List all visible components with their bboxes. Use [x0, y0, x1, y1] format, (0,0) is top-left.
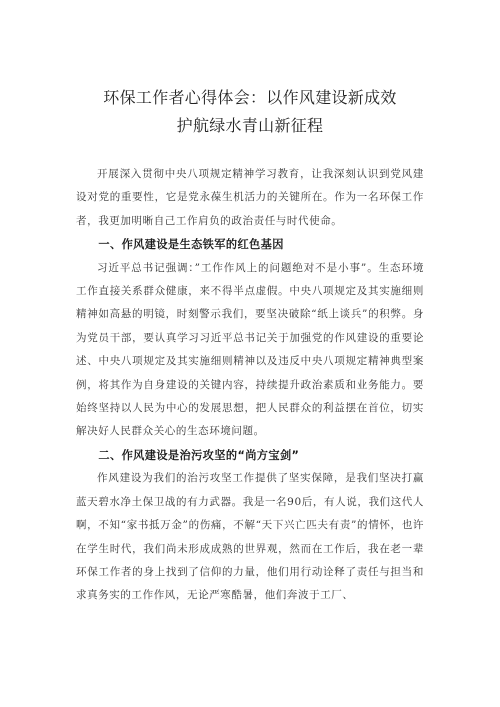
section-2-paragraph: 作风建设为我们的治污攻坚工作提供了坚实保障，是我们坚决打赢蓝天碧水净土保卫战的有力武器。我是一名90后，有人说，我们这代人啊，不知“家书抵万金”的伤痛，不解“天下兴亡匹夫有责”的情怀，也许在学生时代，我们尚未形成成熟的世界观，然而在工作后，我在老一辈环保工作者的身上找到了信仰的力量，他们用行动诠释了责任与担当和求真务实的工作作风，无论严寒酷暑，他们奔波于工厂、	[76, 472, 424, 602]
document-title	[76, 84, 424, 140]
section-2-heading: 二、作风建设是治污攻坚的“尚方宝剑”	[98, 448, 300, 462]
title-line-2: 护航绿水青山新征程	[176, 116, 324, 135]
section-1-heading: 一、作风建设是生态铁军的红色基因	[98, 238, 284, 252]
section-1-paragraph: 习近平总书记强调：”工作作风上的问题绝对不是小事”。生态环境工作直接关系群众健康，来不得半点虚假。中央八项规定及其实施细则精神如高悬的明镜，时刻警示我们，要坚决破除“纸上谈兵”的积弊。身为党员干部，要认真学习习近平总书记关于加强党的作风建设的重要论述、中央八项规定及其实施细则精神以及违反中央八项规定精神典型案例，将其作为自身建设的关键内容，持续提升政治素质和业务能力。要始终坚持以人民为中心的发展思想，把人民群众的利益摆在首位，切实解决好人民群众关心的生态环境问题。	[76, 261, 424, 438]
title-line-1: 环保工作者心得体会：以作风建设新成效	[103, 88, 397, 107]
intro-paragraph: 开展深入贯彻中央八项规定精神学习教育，让我深刻认识到党风建设对党的重要性，它是党永葆生机活力的关键所在。作为一名环保工作者，我更加明晰自己工作肩负的政治责任与时代使命。	[76, 168, 424, 227]
